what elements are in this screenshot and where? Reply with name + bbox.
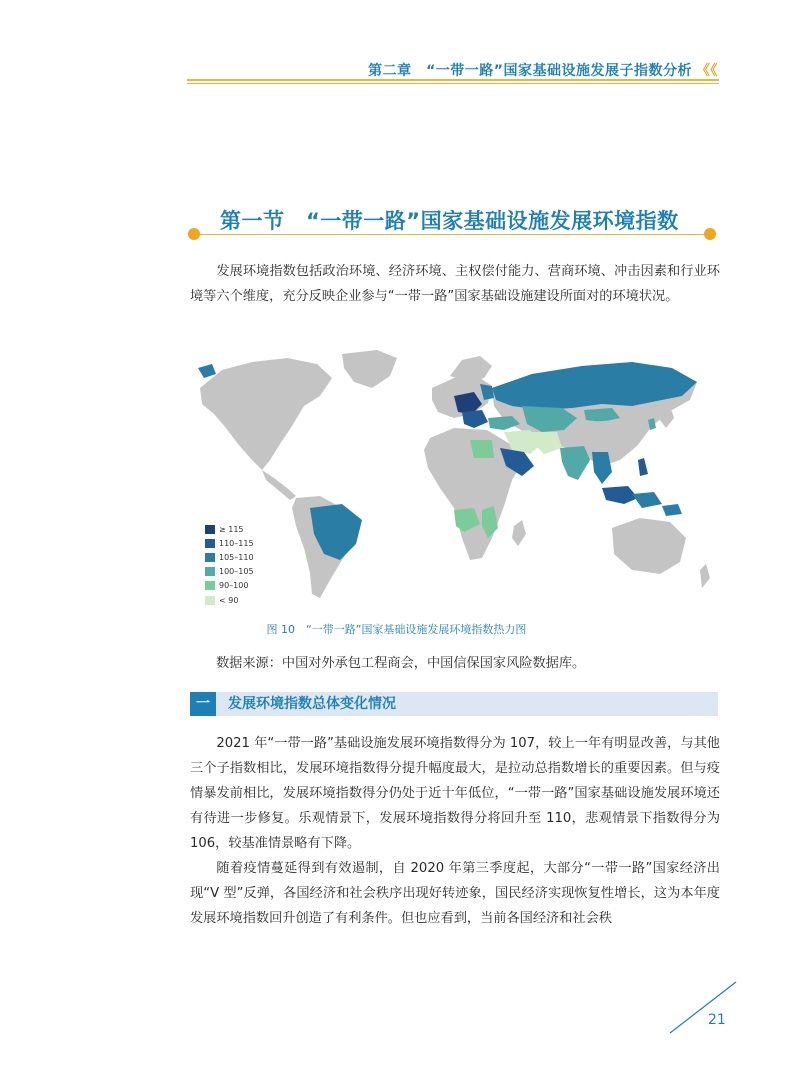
legend-swatch bbox=[205, 539, 215, 548]
region-iceland bbox=[198, 364, 216, 378]
legend-label: ≥ 115 bbox=[219, 524, 244, 534]
subsection-number: 一 bbox=[190, 692, 216, 716]
legend-swatch bbox=[205, 567, 215, 576]
legend-swatch bbox=[205, 596, 215, 605]
region-philippines bbox=[638, 458, 648, 476]
region-indonesia-west bbox=[602, 486, 638, 504]
running-header bbox=[368, 60, 718, 80]
map-legend bbox=[205, 522, 254, 607]
page-number: 21 bbox=[708, 1012, 726, 1028]
header-rule bbox=[187, 79, 719, 81]
legend-label: 105–110 bbox=[219, 552, 254, 562]
legend-label: 110–115 bbox=[219, 538, 254, 548]
right-dot-icon bbox=[704, 228, 716, 240]
figure-caption: 图 10 “一带一路”国家基础设施发展环境指数热力图 bbox=[266, 623, 527, 636]
legend-row bbox=[205, 565, 254, 579]
left-dot-icon bbox=[188, 228, 200, 240]
legend-row bbox=[205, 550, 254, 564]
chevron-icon: 《《 bbox=[696, 63, 718, 79]
region-indonesia-east bbox=[632, 492, 662, 508]
legend-swatch bbox=[205, 581, 215, 590]
body-text bbox=[190, 731, 720, 931]
intro-paragraph bbox=[190, 259, 720, 309]
data-source: 数据来源：中国对外承包工程商会，中国信保国家风险数据库。 bbox=[216, 656, 586, 671]
header-rule-thin bbox=[187, 83, 719, 84]
body-paragraph: 随着疫情蔓延得到有效遏制，自 2020 年第三季度起，大部分“一带一路”国家经济出现“V 型”反弹，各国经济和社会秩序出现好转迹象，国民经济实现恢复性增长，这为本年度发展环境指数回升创造了有利条件。但也应看到，当前各国经济和社会秩 bbox=[190, 861, 720, 926]
legend-label: 90–100 bbox=[219, 581, 249, 591]
legend-label: < 90 bbox=[219, 595, 239, 605]
world-heatmap bbox=[192, 348, 722, 610]
legend-row bbox=[205, 536, 254, 550]
legend-swatch bbox=[205, 525, 215, 534]
section-title-rule bbox=[193, 234, 709, 235]
legend-row bbox=[205, 579, 254, 593]
intro-text: 发展环境指数包括政治环境、经济环境、主权偿付能力、营商环境、冲击因素和行业环境等六个维度，充分反映企业参与“一带一路”国家基础设施建设所面对的环境状况。 bbox=[190, 264, 720, 304]
subsection-title: 发展环境指数总体变化情况 bbox=[228, 696, 396, 712]
body-paragraph: 2021 年“一带一路”基础设施发展环境指数得分为 107，较上一年有明显改善，与其他三个子指数相比，发展环境指数得分提升幅度最大，是拉动总指数增长的重要因素。但与疫情暴发前相比，发展环境指数得分仍处于近十年低位，“一带一路”国家基础设施发展环境还有待进一步修复。乐观情景下，发展环境指数得分将回升至 110，悲观情景下指数得分为 106，较基准情景略有下降。 bbox=[190, 736, 720, 851]
region-balkans bbox=[462, 410, 488, 428]
map-svg bbox=[192, 348, 722, 610]
region-egypt bbox=[470, 440, 494, 458]
region-png bbox=[662, 504, 682, 516]
section-title: 第一节 “一带一路”国家基础设施发展环境指数 bbox=[220, 209, 679, 233]
legend-swatch bbox=[205, 553, 215, 562]
legend-label: 100–105 bbox=[219, 567, 254, 577]
chapter-title: 第二章 “一带一路”国家基础设施发展子指数分析 bbox=[368, 63, 692, 79]
legend-row bbox=[205, 522, 254, 536]
region-south-west-asia bbox=[530, 432, 562, 454]
corner-decoration bbox=[668, 980, 738, 1035]
legend-row bbox=[205, 593, 254, 607]
region-india bbox=[560, 446, 590, 480]
